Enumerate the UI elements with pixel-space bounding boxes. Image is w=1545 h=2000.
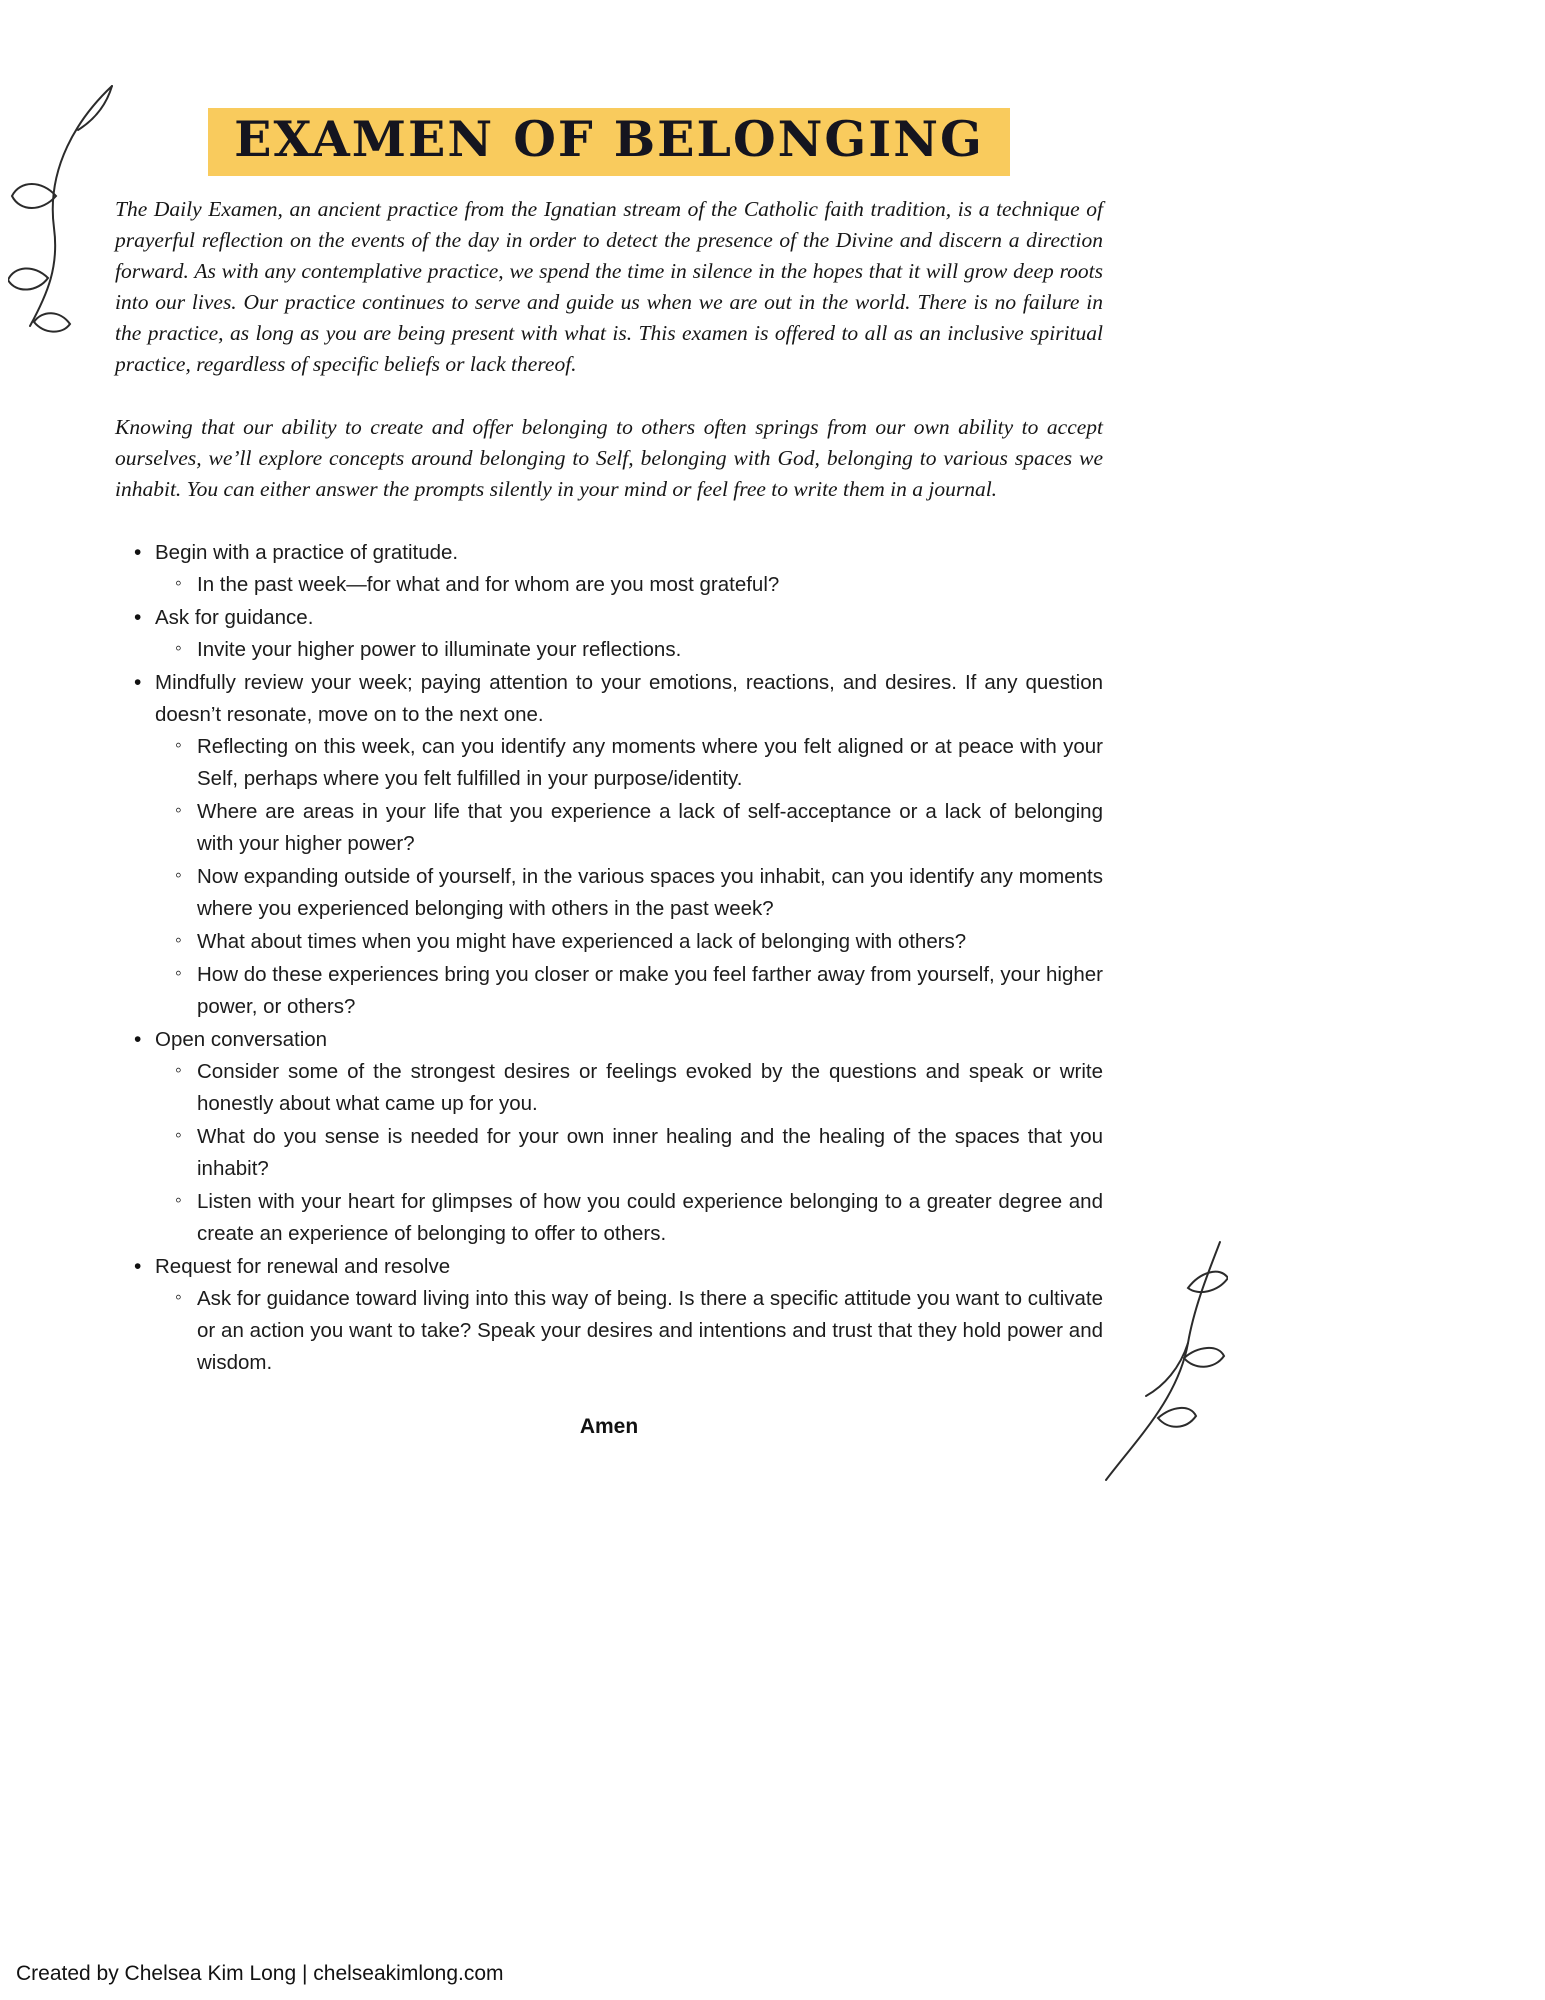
outline-sublist	[155, 1056, 1103, 1250]
outline-subitem: ◦ Consider some of the strongest desires or feelings evoked by the questions and speak or write honestly about what came up for you.	[155, 1056, 1103, 1120]
outline-item-text: Begin with a practice of gratitude.	[155, 540, 459, 564]
outline-item	[115, 537, 1103, 601]
outline-subitem: ◦ Listen with your heart for glimpses of how you could experience belonging to a greater degree and create an experience of belonging to offer to others.	[155, 1186, 1103, 1250]
title-block	[115, 108, 1103, 176]
intro-paragraph: Knowing that our ability to create and offer belonging to others often springs from our own ability to accept ourselves, we’ll explore concepts around belonging to Self, belonging with God, belonging to various spaces we inhabit. You can either answer the prompts silently in your mind or feel free to write them in a journal.	[115, 414, 1103, 501]
outline-item-text: Ask for guidance.	[155, 605, 314, 629]
page-content	[115, 108, 1103, 1439]
outline-subitem: ◦ Reflecting on this week, can you identify any moments where you felt aligned or at peace with your Self, perhaps where you felt fulfilled in your purpose/identity.	[155, 731, 1103, 795]
outline-sublist	[155, 1283, 1103, 1379]
footer-credit: Created by Chelsea Kim Long | chelseakimlong.com	[16, 1962, 504, 1985]
outline-sublist	[155, 731, 1103, 1023]
outline-subitem: ◦ Ask for guidance toward living into this way of being. Is there a specific attitude you want to cultivate or an action you want to take? Speak your desires and intentions and trust that they hold power and wisdom.	[155, 1283, 1103, 1379]
intro-paragraph: The Daily Examen, an ancient practice from the Ignatian stream of the Catholic faith tradition, is a technique of prayerful reflection on the events of the day in order to detect the presence of the Divine and discern a direction forward. As with any contemplative practice, we spend the time in silence in the hopes that it will grow deep roots into our lives. Our practice continues to serve and guide us when we are out in the world. There is no failure in the practice, as long as you are being present with what is. This examen is offered to all as an inclusive spiritual practice, regardless of specific beliefs or lack thereof.	[115, 196, 1103, 376]
outline-item	[115, 602, 1103, 666]
outline-subitem: ◦ How do these experiences bring you closer or make you feel farther away from yourself, your higher power, or others?	[155, 959, 1103, 1023]
closing-word: Amen	[579, 1414, 639, 1438]
vine-branch-icon	[1088, 1228, 1228, 1488]
outline-item-text: Mindfully review your week; paying attention to your emotions, reactions, and desires. If any question doesn’t resonate, move on to the next one.	[155, 670, 1103, 726]
outline-subitem: ◦ In the past week—for what and for whom are you most grateful?	[155, 569, 1103, 601]
outline-item-text: Request for renewal and resolve	[155, 1254, 451, 1278]
outline-sublist	[155, 569, 1103, 601]
outline-subitem: ◦ What about times when you might have experienced a lack of belonging with others?	[155, 926, 1103, 958]
outline-subitem: ◦ What do you sense is needed for your own inner healing and the healing of the spaces that you inhabit?	[155, 1121, 1103, 1185]
outline-item	[115, 1251, 1103, 1379]
outline-item	[115, 1024, 1103, 1250]
examen-steps-list	[115, 537, 1103, 1379]
outline-item	[115, 667, 1103, 1023]
outline-item-text: Open conversation	[155, 1027, 328, 1051]
outline-subitem: ◦ Invite your higher power to illuminate your reflections.	[155, 634, 1103, 666]
intro-section	[115, 194, 1103, 505]
outline-sublist	[155, 634, 1103, 666]
page-title: EXAMEN OF BELONGING	[208, 108, 1010, 176]
outline-subitem: ◦ Now expanding outside of yourself, in the various spaces you inhabit, can you identify any moments where you experienced belonging with others in the past week?	[155, 861, 1103, 925]
outline-subitem: ◦ Where are areas in your life that you experience a lack of self-acceptance or a lack of belonging with your higher power?	[155, 796, 1103, 860]
